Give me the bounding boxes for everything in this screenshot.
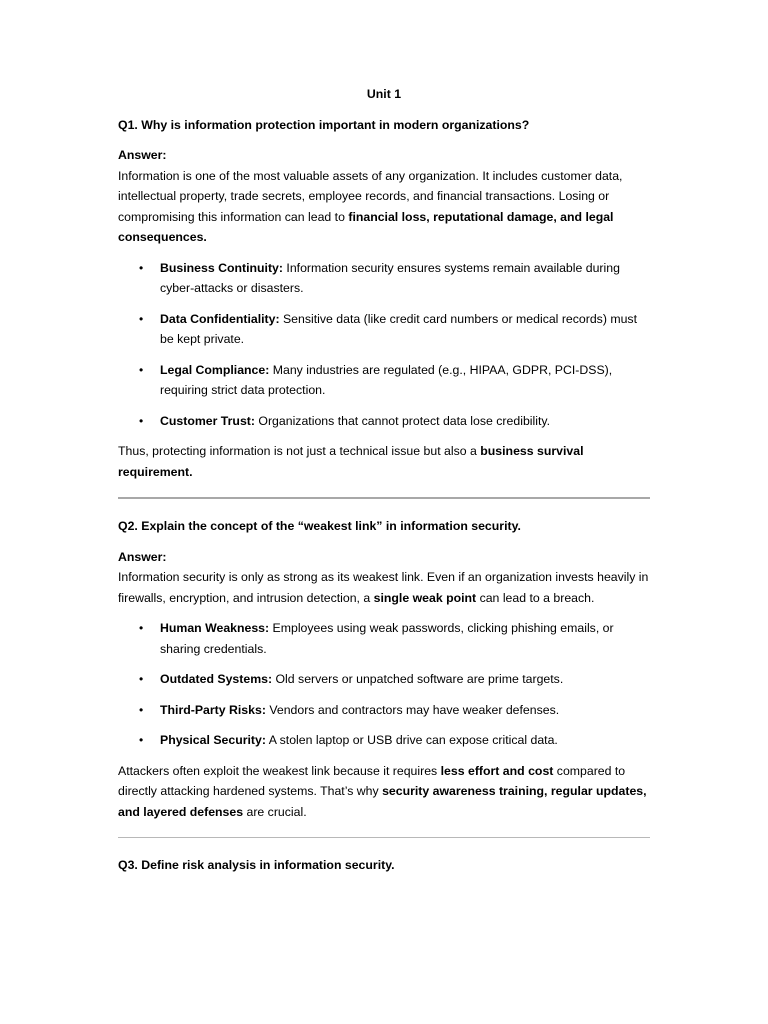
- summary-text: Thus, protecting information is not just a technical issue but also a: [118, 444, 481, 458]
- list-item: [118, 700, 650, 721]
- bullet-text: Old servers or unpatched software are prime targets.: [272, 672, 564, 686]
- section-divider: [118, 837, 650, 838]
- bullet-icon: •: [139, 702, 144, 717]
- bullet-term: Outdated Systems:: [160, 672, 273, 686]
- summary-text: Attackers often exploit the weakest link because it requires: [118, 763, 441, 778]
- question-3-title: Q3. Define risk analysis in information security.: [118, 858, 395, 872]
- bullet-icon: •: [139, 672, 144, 686]
- summary-text: are crucial.: [243, 804, 307, 819]
- intro-text: Information security is only as strong as its weakest link. Even if an organization invests heavily in firewalls, encryption, and intrusion detection, a: [118, 570, 649, 605]
- bullet-icon: •: [139, 362, 144, 377]
- bullet-icon: •: [139, 311, 144, 326]
- bullet-term: Human Weakness:: [160, 621, 270, 635]
- bullet-icon: •: [139, 260, 144, 275]
- document-content: [118, 84, 650, 886]
- bullet-icon: •: [139, 733, 144, 747]
- bullet-text: Vendors and contractors may have weaker defenses.: [265, 702, 560, 717]
- summary-text: compared to directly attacking hardened systems. That’s why: [118, 763, 626, 798]
- question-2-title: Q2. Explain the concept of the “weakest link” in information security.: [118, 519, 521, 533]
- list-item: [118, 730, 650, 751]
- question-2-summary: [118, 761, 650, 823]
- question-1-intro: [118, 166, 650, 248]
- summary-emphasis: business survival requirement.: [118, 444, 584, 479]
- intro-emphasis: financial loss, reputational damage, and legal consequences.: [118, 209, 614, 244]
- bullet-text: Organizations that cannot protect data lose credibility.: [254, 413, 551, 428]
- list-item: [118, 360, 650, 401]
- bullet-icon: •: [139, 621, 144, 635]
- question-1-bullet-list: [118, 258, 650, 432]
- list-item: [118, 411, 650, 432]
- bullet-term: Third-Party Risks:: [160, 702, 266, 717]
- question-2-intro: [118, 567, 650, 608]
- intro-emphasis: single weak point: [373, 590, 477, 605]
- summary-emphasis: security awareness training, regular updates, and layered defenses: [118, 784, 647, 819]
- bullet-term: Data Confidentiality:: [160, 311, 280, 326]
- list-item: [118, 258, 650, 299]
- bullet-term: Customer Trust:: [160, 413, 255, 428]
- answer-label: Answer:: [118, 549, 167, 564]
- list-item: [118, 309, 650, 350]
- intro-text: Information is one of the most valuable assets of any organization. It includes customer data, intellectual property, trade secrets, employee records, and financial transactions. Losing or compromising this information can lead to: [118, 168, 623, 224]
- bullet-term: Legal Compliance:: [160, 362, 270, 377]
- bullet-text: Employees using weak passwords, clicking phishing emails, or sharing credentials.: [160, 621, 614, 656]
- question-1-title: Q1. Why is information protection important in modern organizations?: [118, 117, 530, 132]
- answer-label: Answer:: [118, 148, 167, 162]
- bullet-icon: •: [139, 413, 144, 428]
- bullet-term: Business Continuity:: [160, 260, 283, 275]
- bullet-text: Many industries are regulated (e.g., HIPAA, GDPR, PCI-DSS), requiring strict data protection.: [160, 362, 613, 397]
- bullet-text: Information security ensures systems remain available during cyber-attacks or disasters.: [160, 260, 620, 295]
- question-1-summary: [118, 441, 650, 482]
- section-divider: [118, 497, 650, 499]
- bullet-term: Physical Security:: [160, 733, 266, 747]
- unit-title: Unit 1: [366, 87, 402, 101]
- list-item: [118, 618, 650, 659]
- intro-text-end: can lead to a breach.: [476, 590, 595, 605]
- summary-emphasis: less effort and cost: [440, 763, 554, 778]
- list-item: [118, 669, 650, 690]
- bullet-text: A stolen laptop or USB drive can expose critical data.: [265, 733, 558, 747]
- question-2-bullet-list: [118, 618, 650, 751]
- bullet-text: Sensitive data (like credit card numbers or medical records) must be kept private.: [160, 311, 637, 346]
